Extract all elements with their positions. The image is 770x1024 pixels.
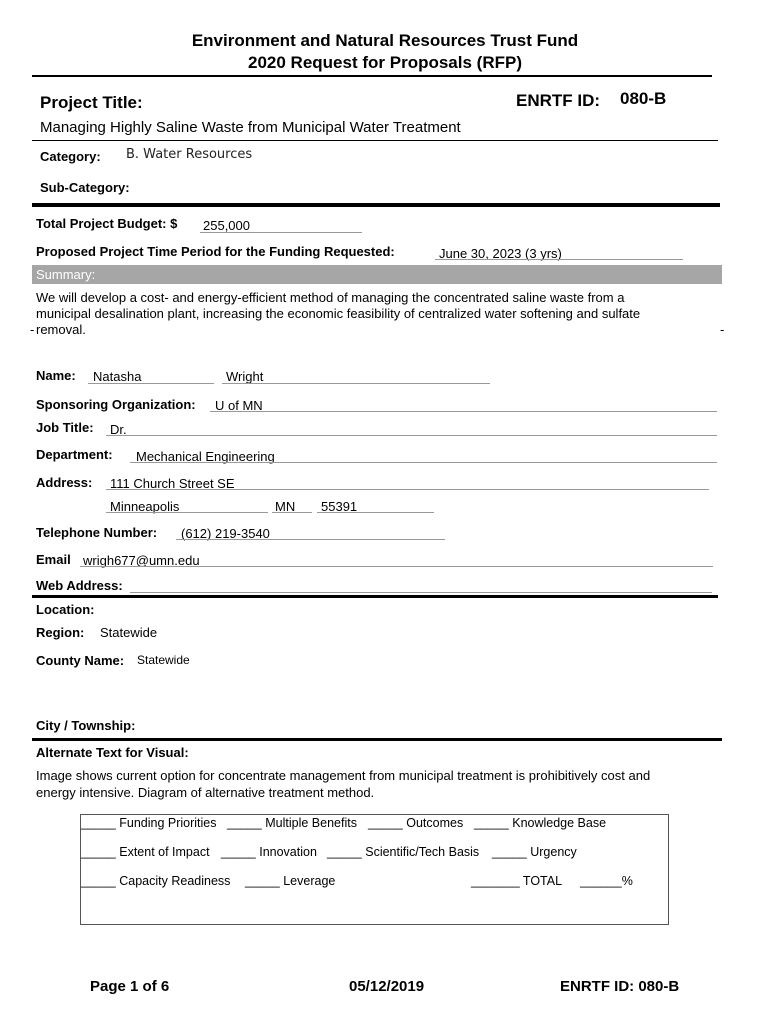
- department-label: Department:: [36, 447, 113, 462]
- footer-date: 05/12/2019: [349, 978, 425, 995]
- sponsoring-org-line: [210, 411, 717, 412]
- zip-value: 55391: [321, 499, 358, 514]
- city-value: Minneapolis: [110, 499, 180, 514]
- email-label: Email: [36, 552, 71, 567]
- enrtf-id-label: ENRTF ID:: [516, 91, 601, 110]
- category-label: Category:: [40, 149, 101, 164]
- score-extent-of-impact: _____ Extent of Impact: [81, 845, 210, 859]
- budget-value: 255,000: [203, 218, 250, 233]
- job-title-label: Job Title:: [36, 420, 94, 435]
- summary-line-2: municipal desalination plant, increasing the economic feasibility of centralized water softening and sulfate: [36, 306, 641, 321]
- score-total: _______ TOTAL: [471, 874, 563, 888]
- web-address-label: Web Address:: [36, 578, 123, 593]
- street-line: [106, 489, 709, 490]
- zip-line: [317, 512, 434, 513]
- score-multiple-benefits: _____ Multiple Benefits: [227, 816, 357, 830]
- alt-text-label: Alternate Text for Visual:: [36, 745, 189, 760]
- web-address-line: [130, 592, 712, 593]
- first-name-value: Natasha: [93, 369, 142, 384]
- project-title-value: Managing Highly Saline Waste from Municipal Water Treatment: [40, 119, 461, 136]
- summary-right-mark: -: [720, 322, 725, 337]
- job-title-line: [106, 435, 717, 436]
- enrtf-id-value: 080-B: [620, 89, 667, 108]
- score-knowledge-base: _____ Knowledge Base: [474, 816, 607, 830]
- document-title: Environment and Natural Resources Trust Fund: [191, 31, 579, 50]
- state-line: [272, 512, 312, 513]
- contact-divider-thick: [32, 595, 718, 598]
- time-period-field-line: [435, 259, 683, 260]
- last-name-value: Wright: [226, 369, 264, 384]
- header-divider: [32, 75, 712, 77]
- category-value: B. Water Resources: [126, 147, 253, 162]
- location-label: Location:: [36, 602, 95, 617]
- last-name-line: [222, 383, 490, 384]
- score-urgency: _____ Urgency: [492, 845, 577, 859]
- telephone-value: (612) 219-3540: [181, 526, 270, 541]
- region-label: Region:: [36, 625, 85, 640]
- time-period-value: June 30, 2023 (3 yrs): [439, 246, 562, 261]
- project-title-divider: [32, 140, 718, 141]
- section-divider-thick: [32, 203, 720, 207]
- county-name-value: Statewide: [137, 653, 190, 667]
- city-line: [106, 512, 268, 513]
- score-capacity-readiness: _____ Capacity Readiness: [81, 874, 231, 888]
- summary-line-3-mark: -: [30, 322, 35, 337]
- score-innovation: _____ Innovation: [221, 845, 317, 859]
- document-subtitle: 2020 Request for Proposals (RFP): [248, 53, 522, 72]
- location-divider-thick: [32, 738, 722, 741]
- summary-label: Summary:: [36, 267, 96, 282]
- time-period-label: Proposed Project Time Period for the Funding Requested:: [36, 244, 395, 259]
- project-title-label: Project Title:: [40, 93, 143, 112]
- name-label: Name:: [36, 368, 76, 383]
- score-outcomes: _____ Outcomes: [368, 816, 464, 830]
- street-value: 111 Church Street SE: [110, 476, 235, 491]
- telephone-line: [176, 539, 445, 540]
- email-line: [80, 566, 713, 567]
- first-name-line: [88, 383, 214, 384]
- department-line: [130, 462, 717, 463]
- alt-text-line-1: Image shows current option for concentrate management from municipal treatment is prohibitively cost and: [36, 768, 651, 783]
- state-value: MN: [275, 499, 296, 514]
- job-title-value: Dr.: [110, 422, 127, 437]
- city-township-label: City / Township:: [36, 718, 136, 733]
- summary-header-band: [32, 265, 722, 284]
- sponsoring-org-label: Sponsoring Organization:: [36, 397, 196, 412]
- department-value: Mechanical Engineering: [136, 449, 275, 464]
- region-value: Statewide: [100, 625, 158, 640]
- alt-text-line-2: energy intensive. Diagram of alternative treatment method.: [36, 785, 375, 800]
- score-percent: ______%: [580, 874, 633, 888]
- subcategory-label: Sub-Category:: [40, 180, 130, 195]
- telephone-label: Telephone Number:: [36, 525, 158, 540]
- score-scientific-tech-basis: _____ Scientific/Tech Basis: [327, 845, 480, 859]
- email-value: wrigh677@umn.edu: [83, 553, 200, 568]
- scoring-box: [80, 814, 669, 925]
- summary-line-3: removal.: [36, 322, 86, 337]
- score-leverage: _____ Leverage: [245, 874, 336, 888]
- footer-enrtf-id: ENRTF ID: 080-B: [560, 978, 680, 995]
- budget-field-line: [200, 232, 362, 233]
- budget-label: Total Project Budget: $: [36, 216, 178, 231]
- county-name-label: County Name:: [36, 653, 125, 668]
- footer-page-number: Page 1 of 6: [90, 978, 170, 995]
- score-funding-priorities: _____ Funding Priorities: [81, 816, 217, 830]
- sponsoring-org-value: U of MN: [215, 398, 263, 413]
- address-label: Address:: [36, 475, 93, 490]
- summary-line-1: We will develop a cost- and energy-efficient method of managing the concentrated saline waste from a: [36, 290, 625, 305]
